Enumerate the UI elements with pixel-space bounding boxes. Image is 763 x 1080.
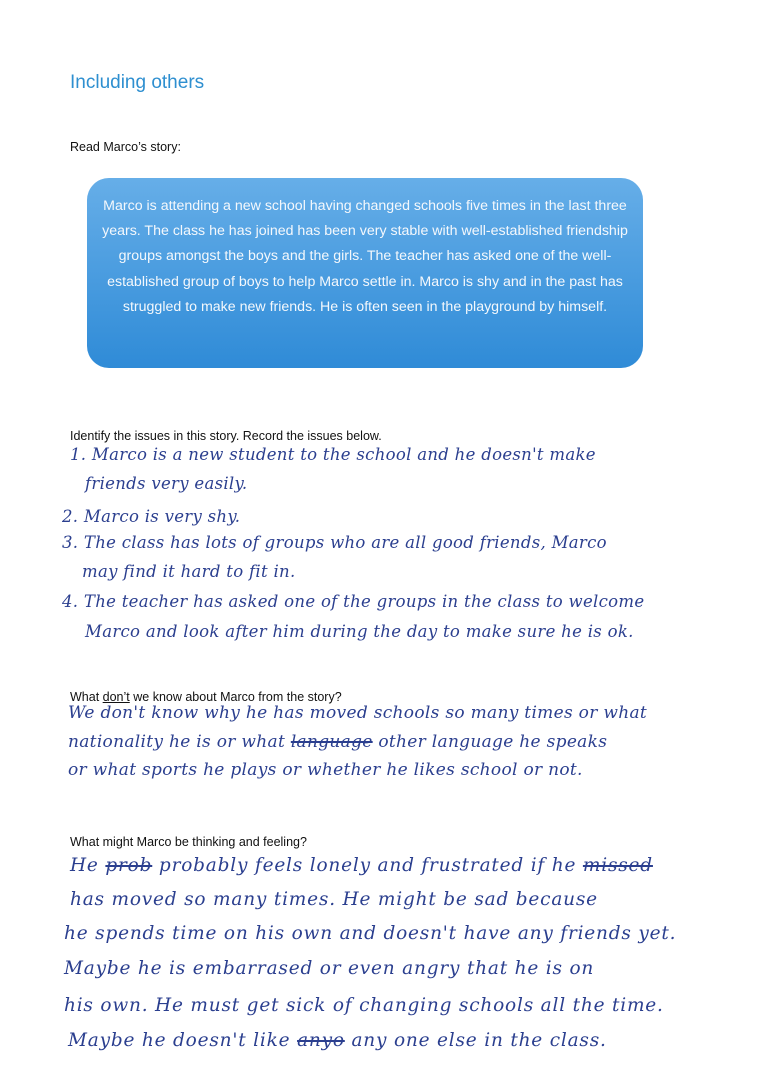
issue-4-line-1: 4. The teacher has asked one of the groups in the class to welcome	[62, 592, 645, 611]
crossed-out-word: missed	[582, 855, 653, 876]
crossed-out-word: prob	[105, 855, 153, 876]
unknowns-line-3: or what sports he plays or whether he likes school or not.	[68, 760, 583, 780]
feelings-line-4: Maybe he is embarrased or even angry that he is on	[64, 958, 595, 979]
unknowns-line-2-a: nationality he is or what	[68, 732, 291, 752]
unknowns-question-emphasis: don’t	[102, 690, 130, 704]
feelings-line-1	[70, 855, 653, 876]
story-box	[87, 178, 643, 368]
feelings-line-6-a: Maybe he doesn't like	[68, 1030, 298, 1051]
unknowns-question-post: we know about Marco from the story?	[129, 690, 342, 704]
feelings-question: What might Marco be thinking and feeling?	[70, 835, 307, 849]
feelings-line-2: has moved so many times. He might be sad because	[70, 889, 598, 910]
issue-1-line-1: 1. Marco is a new student to the school and he doesn't make	[70, 445, 596, 464]
feelings-line-3: he spends time on his own and doesn't have any friends yet.	[64, 923, 677, 944]
crossed-out-word: anyo	[297, 1030, 345, 1051]
issue-3-line-2: may find it hard to fit in.	[82, 562, 296, 581]
unknowns-line-1: We don't know why he has moved schools so many times or what	[68, 703, 648, 723]
intro-label: Read Marco’s story:	[70, 140, 181, 154]
feelings-line-5: his own. He must get sick of changing schools all the time.	[64, 995, 664, 1016]
crossed-out-word: language	[290, 732, 373, 752]
unknowns-line-2-b: other language he speaks	[372, 732, 608, 752]
story-text: Marco is attending a new school having changed schools five times in the last three years. The class he has joined has been very stable with well-established friendship groups amongst the boys and the girls. The teacher has asked one of the well-established group of boys to help Marco settle in. Marco is shy and in the past has struggled to make new friends. He is often seen in the playground by himself.	[102, 198, 628, 315]
feelings-line-6	[68, 1030, 607, 1051]
issue-2: 2. Marco is very shy.	[62, 507, 241, 526]
page-title: Including others	[70, 72, 205, 93]
issue-3-line-1: 3. The class has lots of groups who are all good friends, Marco	[62, 533, 607, 552]
unknowns-question	[70, 690, 342, 704]
issues-question: Identify the issues in this story. Record the issues below.	[70, 429, 382, 443]
feelings-line-6-b: any one else in the class.	[344, 1030, 607, 1051]
issue-4-line-2: Marco and look after him during the day to make sure he is ok.	[85, 622, 634, 641]
issue-1-line-2: friends very easily.	[85, 474, 248, 493]
feelings-line-1-b: probably feels lonely and frustrated if he	[152, 855, 583, 876]
feelings-line-1-a: He	[70, 855, 106, 876]
unknowns-line-2	[68, 732, 607, 752]
unknowns-question-pre: What	[70, 690, 103, 704]
